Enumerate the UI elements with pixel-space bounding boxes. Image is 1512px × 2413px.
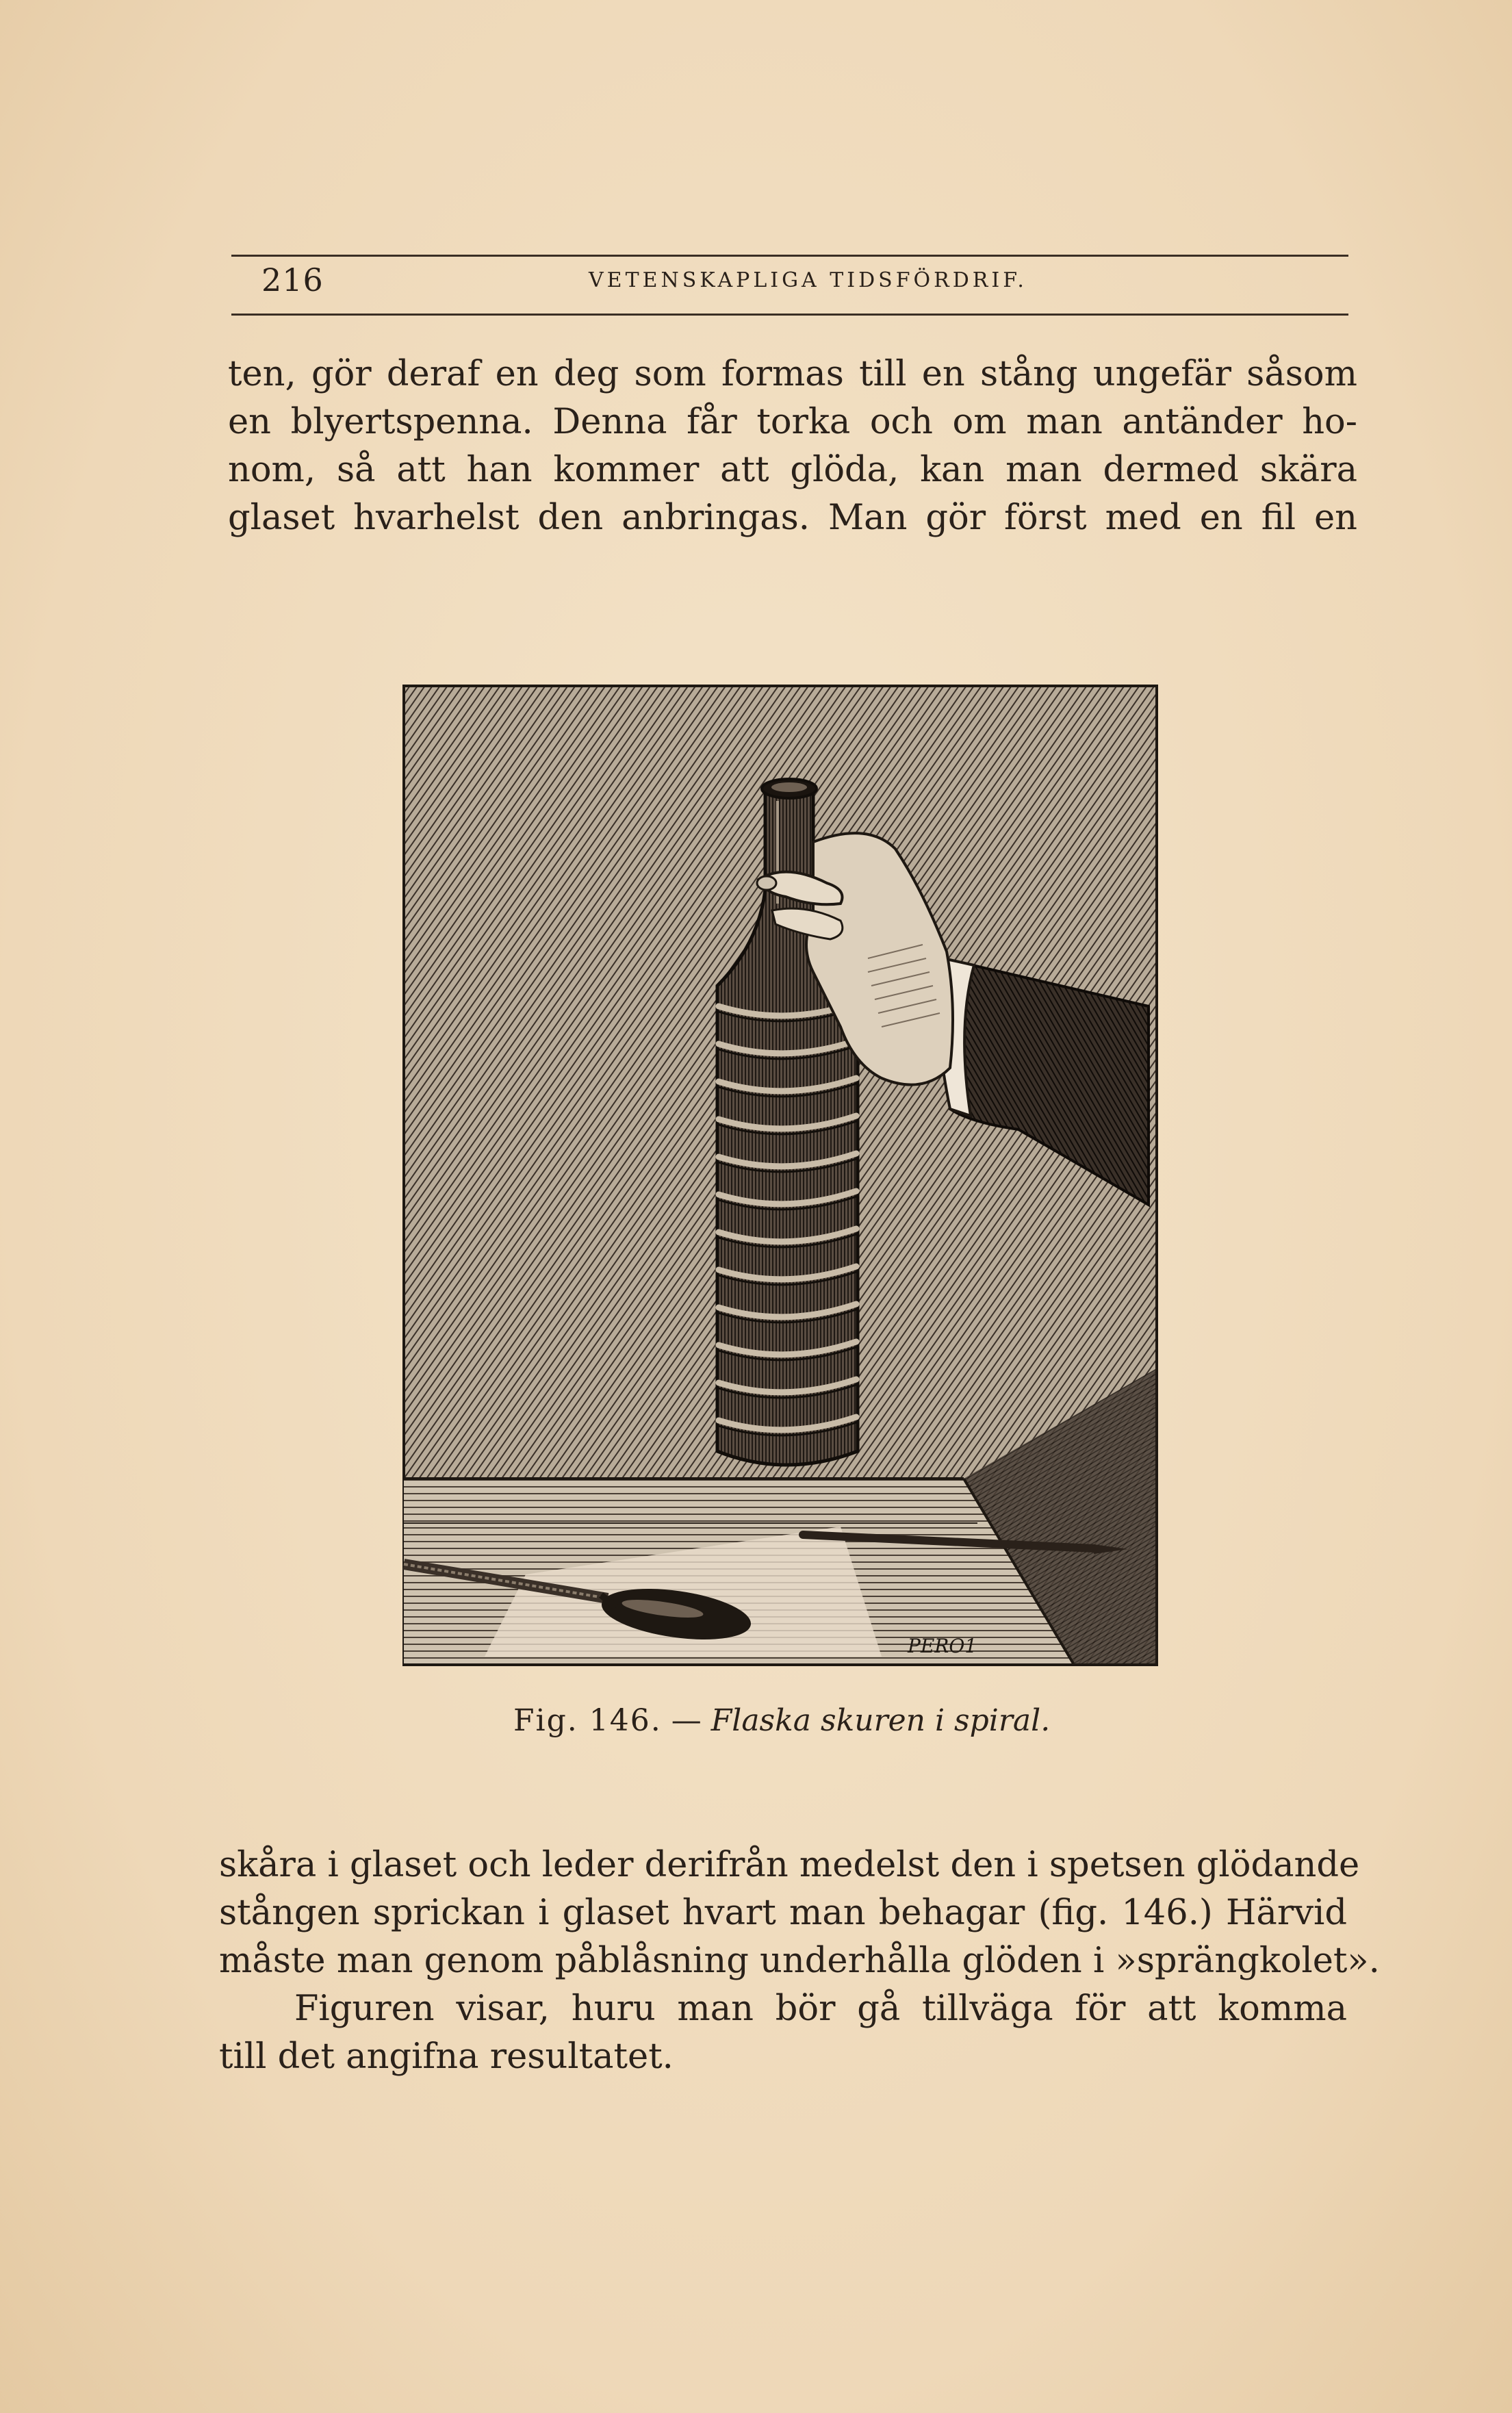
- text-line: glaset hvarhelst den anbringas. Man gör först med en fil en: [228, 498, 1357, 538]
- text-line: skåra i glaset och leder derifrån medelst den i spetsen glödande: [219, 1845, 1360, 1885]
- text-line: ten, gör deraf en deg som formas till en stång ungefär såsom: [228, 354, 1357, 394]
- text-line: Figuren visar, huru man bör gå tillväga för att komma: [294, 1989, 1347, 2029]
- figure-engraving: [402, 685, 1158, 1666]
- caption-dash: —: [671, 1703, 702, 1738]
- engraving-bottle-cut-in-spiral-icon: [402, 685, 1158, 1666]
- text-line: nom, så att han kommer att glöda, kan man dermed skära: [228, 450, 1357, 490]
- text-line: måste man genom påblåsning underhålla glöden i »sprängkolet».: [219, 1941, 1380, 1981]
- figure-number: Fig. 146.: [513, 1703, 662, 1738]
- top-paragraph: [228, 350, 1357, 542]
- text-line: en blyertspenna. Denna får torka och om man antänder ho-: [228, 402, 1357, 442]
- figure-caption: [513, 1703, 1050, 1738]
- header-rule-top: [231, 255, 1348, 257]
- text-line: till det angifna resultatet.: [219, 2037, 674, 2077]
- running-title: VETENSKAPLIGA TIDSFÖRDRIF.: [589, 268, 1027, 292]
- artist-signature: PERO1: [908, 1635, 977, 1657]
- figure-title: Flaska skuren i spiral.: [710, 1703, 1051, 1738]
- bottom-paragraph: [219, 1841, 1380, 2081]
- page-number: 216: [261, 261, 324, 298]
- text-line: stången sprickan i glaset hvart man behagar (fig. 146.) Härvid: [219, 1893, 1347, 1933]
- header-rule-bottom: [231, 314, 1348, 316]
